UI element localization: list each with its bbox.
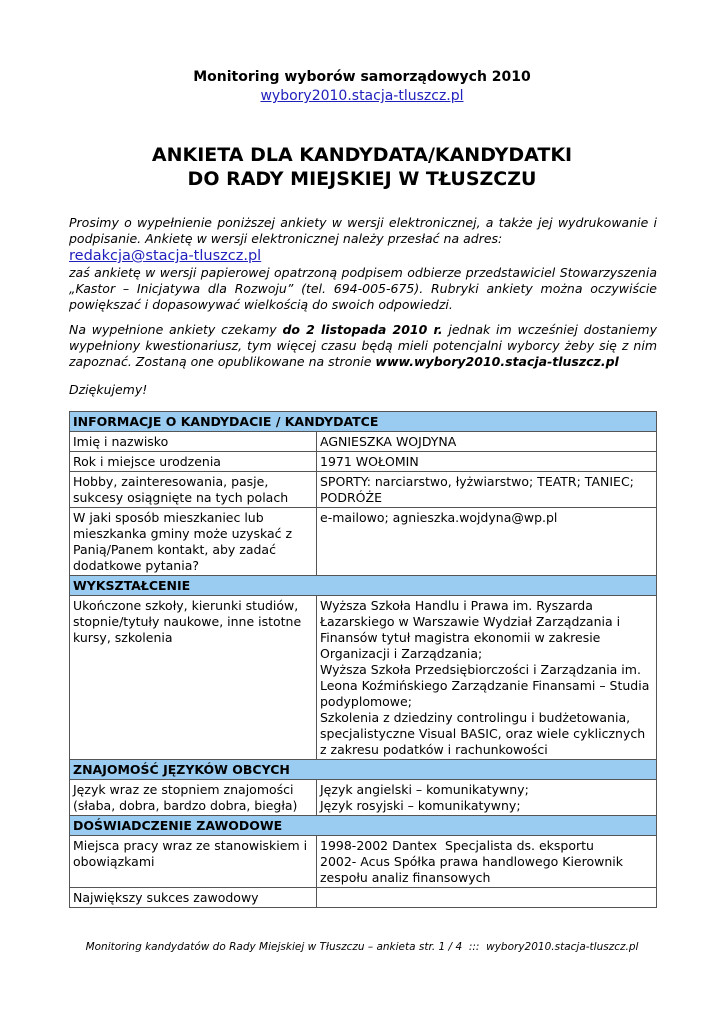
deadline-date: do 2 listopada 2010 r. [282,322,443,337]
education-entry-1: Wyższa Szkoła Handlu i Prawa im. Ryszarda Łazarskiego w Warszawie Wydział Zarządzania i Finansów tytuł magistra ekonomii w zakresie Organizacji i Zarządzania; [320,598,621,661]
contact-label: W jaki sposób mieszkaniec lub mieszkanka gminy może uzyskać z Panią/Panem kontakt, aby zadać dodatkowe pytania? [70,508,317,576]
language-entry-1: Język angielski – komunikatywny; [320,782,529,797]
footer-page-separator: / [448,941,453,953]
table-row [70,836,657,888]
table-row [70,508,657,576]
table-row [70,472,657,508]
table-row [70,780,657,816]
section-row [70,412,657,432]
work-label: Miejsca pracy wraz ze stanowiskiem i obowiązkami [70,836,317,888]
intro-p3-mid: jednak im wcześniej dostaniemy wypełniony kwestionariusz, tym więcej czasu będą mieli potencjalni wyborcy żeby się z nim zapoznać. Zostaną one opublikowane na stronie [69,322,657,369]
page-title-line-2: DO RADY MIEJSKIEJ W TŁUSZCZU [187,168,537,190]
survey-table [69,411,657,908]
page-title [0,143,724,191]
section-education: WYKSZTAŁCENIE [70,576,657,596]
languages-value[interactable] [317,780,657,816]
education-entry-3: Szkolenia z dziedziny controlingu i budżetowania, specjalistyczne Visual BASIC, oraz wiele cyklicznych z zakresu podatków i rachunkowości [320,710,646,757]
survey-url[interactable]: www.wybory2010.stacja-tluszcz.pl [375,354,619,369]
education-label: Ukończone szkoły, kierunki studiów, stopnie/tytuły naukowe, inne istotne kursy, szkolenia [70,596,317,760]
table-row [70,596,657,760]
section-languages: ZNAJOMOŚĆ JĘZYKÓW OBCYCH [70,760,657,780]
hobby-label: Hobby, zainteresowania, pasje, sukcesy osiągnięte na tych polach [70,472,317,508]
hobby-value[interactable]: SPORTY: narciarstwo, łyżwiarstwo; TEATR; TANIEC; PODRÓŻE [317,472,657,508]
languages-label: Język wraz ze stopniem znajomości (słaba, dobra, bardzo dobra, biegła) [70,780,317,816]
table-row [70,432,657,452]
page-footer [0,941,724,953]
work-entry-2: 2002- Acus Spółka prawa handlowego Kierownik zespołu analiz finansowych [320,854,623,885]
intro-paragraph-3 [69,322,657,370]
table-row [70,888,657,908]
name-value[interactable]: AGNIESZKA WOJDYNA [317,432,657,452]
success-label: Największy sukces zawodowy [70,888,317,908]
footer-page-number: 1 [438,941,446,953]
email-link[interactable]: redakcja@stacja-tluszcz.pl [69,248,262,264]
intro-paragraph-2: zaś ankietę w wersji papierowej opatrzoną podpisem odbierze przedstawiciel Stowarzyszenia „Kastor – Inicjatywa dla Rozwoju” (tel. 694-005-675). Rubryki ankiety można oczywiście powiększać i dopasowywać wielkością do swoich odpowiedzi. [69,265,657,312]
page-title-line-1: ANKIETA DLA KANDYDATA/KANDYDATKI [151,144,573,166]
work-entry-1: 1998-2002 Dantex Specjalista ds. eksportu [320,838,594,853]
header-title: Monitoring wyborów samorządowych 2010 [193,69,531,85]
section-row [70,816,657,836]
intro-p3-pre: Na wypełnione ankiety czekamy [69,322,277,337]
education-value[interactable] [317,596,657,760]
section-row [70,576,657,596]
header-link[interactable]: wybory2010.stacja-tluszcz.pl [260,88,464,104]
birth-value[interactable]: 1971 WOŁOMIN [317,452,657,472]
footer-page-total: 4 [455,941,463,953]
table-row [70,452,657,472]
section-row [70,760,657,780]
intro-paragraph-1: Prosimy o wypełnienie poniższej ankiety w wersji elektronicznej, a także jej wydrukowanie i podpisanie. Ankietę w wersji elektronicznej należy przesłać na adres: [69,215,657,246]
success-value[interactable] [317,888,657,908]
thanks-text: Dziękujemy! [69,382,148,397]
education-entry-2: Wyższa Szkoła Przedsiębiorczości i Zarządzania im. Leona Koźmińskiego Zarządzanie Finansami – Studia podyplomowe; [320,662,650,709]
footer-site: wybory2010.stacja-tluszcz.pl [486,941,639,953]
language-entry-2: Język rosyjski – komunikatywny; [320,798,521,813]
footer-dots: ::: [468,941,480,953]
footer-text: Monitoring kandydatów do Rady Miejskiej w Tłuszczu – ankieta str. [85,941,436,953]
contact-value[interactable]: e-mailowo; agnieszka.wojdyna@wp.pl [317,508,657,576]
name-label: Imię i nazwisko [70,432,317,452]
section-candidate-info: INFORMACJE O KANDYDACIE / KANDYDATCE [70,412,657,432]
birth-label: Rok i miejsce urodzenia [70,452,317,472]
section-experience: DOŚWIADCZENIE ZAWODOWE [70,816,657,836]
work-value[interactable] [317,836,657,888]
